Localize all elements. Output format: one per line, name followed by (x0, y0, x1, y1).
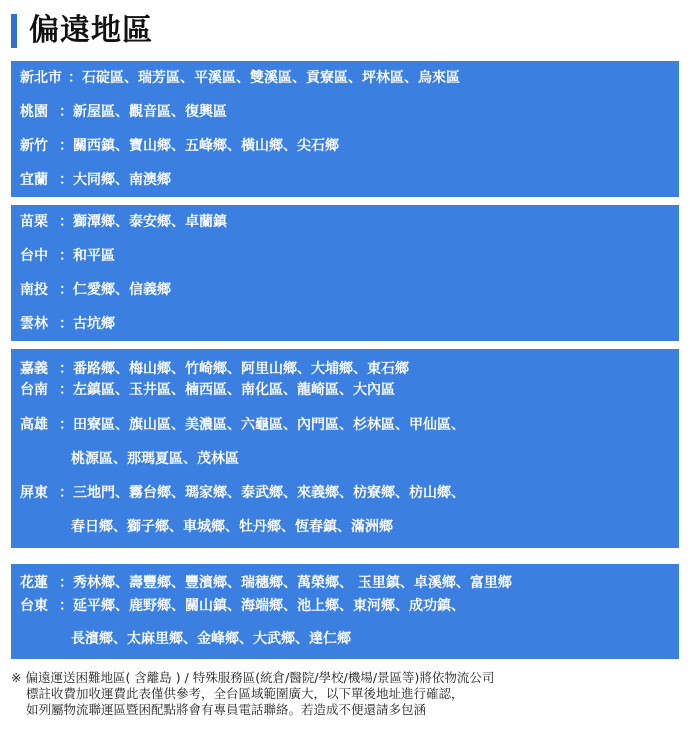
region-areas: ：番路鄉、梅山鄉、竹崎鄉、阿里山鄉、大埔鄉、東石鄉 (59, 361, 409, 377)
region-label: 台南 (20, 382, 48, 398)
region-panel-south (11, 349, 679, 548)
region-areas: ：新屋區、觀音區、復興區 (59, 104, 227, 120)
footnote-line: 標註收費加收運費此表僅供參考，全台區域範圍廣大，以下單後地址進行確認， (26, 686, 464, 701)
region-label: 台東 (20, 598, 48, 614)
region-label: 南投 (20, 282, 48, 298)
region-areas: ：延平鄉、鹿野鄉、關山鎮、海端鄉、池上鄉、東河鄉、成功鎮、 (59, 598, 465, 614)
region-label: 新北市 (20, 70, 62, 86)
region-areas: ：古坑鄉 (59, 316, 115, 332)
region-panel-north (11, 61, 679, 197)
footnote (11, 670, 679, 718)
region-areas: ：石碇區、瑞芳區、平溪區、雙溪區、貢寮區、坪林區、烏來區 (68, 70, 460, 86)
region-areas: ：和平區 (59, 248, 115, 264)
region-label: 嘉義 (20, 361, 48, 377)
region-label: 宜蘭 (20, 172, 48, 188)
region-label: 屏東 (20, 485, 48, 501)
title-accent-bar (11, 14, 17, 48)
footnote-line: ※ 偏遠運送困難地區( 含離島 ) / 特殊服務區(統倉/醫院/學校/機場/景區等)將依物流公司 (11, 670, 495, 685)
region-label: 台中 (20, 248, 48, 264)
region-areas: ：田寮區、旗山區、美濃區、六龜區、內門區、杉林區、甲仙區、 (59, 417, 465, 433)
region-areas: ：大同鄉、南澳鄉 (59, 172, 171, 188)
region-areas: ：秀林鄉、壽豐鄉、豐濱鄉、瑞穗鄉、萬榮鄉、 玉里鎮、卓溪鄉、富里鄉 (59, 575, 512, 591)
region-areas: 春日鄉、獅子鄉、車城鄉、牡丹鄉、恆春鎮、滿洲鄉 (71, 519, 393, 535)
region-areas: ：三地門、霧台鄉、瑪家鄉、泰武鄉、來義鄉、枋寮鄉、枋山鄉、 (59, 485, 465, 501)
region-areas: ：左鎮區、玉井區、楠西區、南化區、龍崎區、大內區 (59, 382, 395, 398)
region-label: 雲林 (20, 316, 48, 332)
page-title: 偏遠地區 (29, 13, 153, 48)
region-areas: ：仁愛鄉、信義鄉 (59, 282, 171, 298)
region-areas: ：獅潭鄉、泰安鄉、卓蘭鎮 (59, 214, 227, 230)
footnote-line: 如列屬物流聯運區暨困配點將會有專員電話聯絡。若造成不便還請多包涵 (26, 702, 427, 717)
region-areas: 桃源區、那瑪夏區、茂林區 (71, 451, 239, 467)
region-areas: ：關西鎮、寶山鄉、五峰鄉、橫山鄉、尖石鄉 (59, 138, 339, 154)
region-label: 苗栗 (20, 214, 48, 230)
region-label: 新竹 (20, 138, 48, 154)
region-areas: 長濱鄉、太麻里鄉、金峰鄉、大武鄉、達仁鄉 (71, 631, 351, 647)
region-label: 高雄 (20, 417, 48, 433)
region-panel-east (11, 564, 679, 659)
region-label: 花蓮 (20, 575, 48, 591)
region-label: 桃園 (20, 104, 48, 120)
region-panel-central (11, 205, 679, 341)
